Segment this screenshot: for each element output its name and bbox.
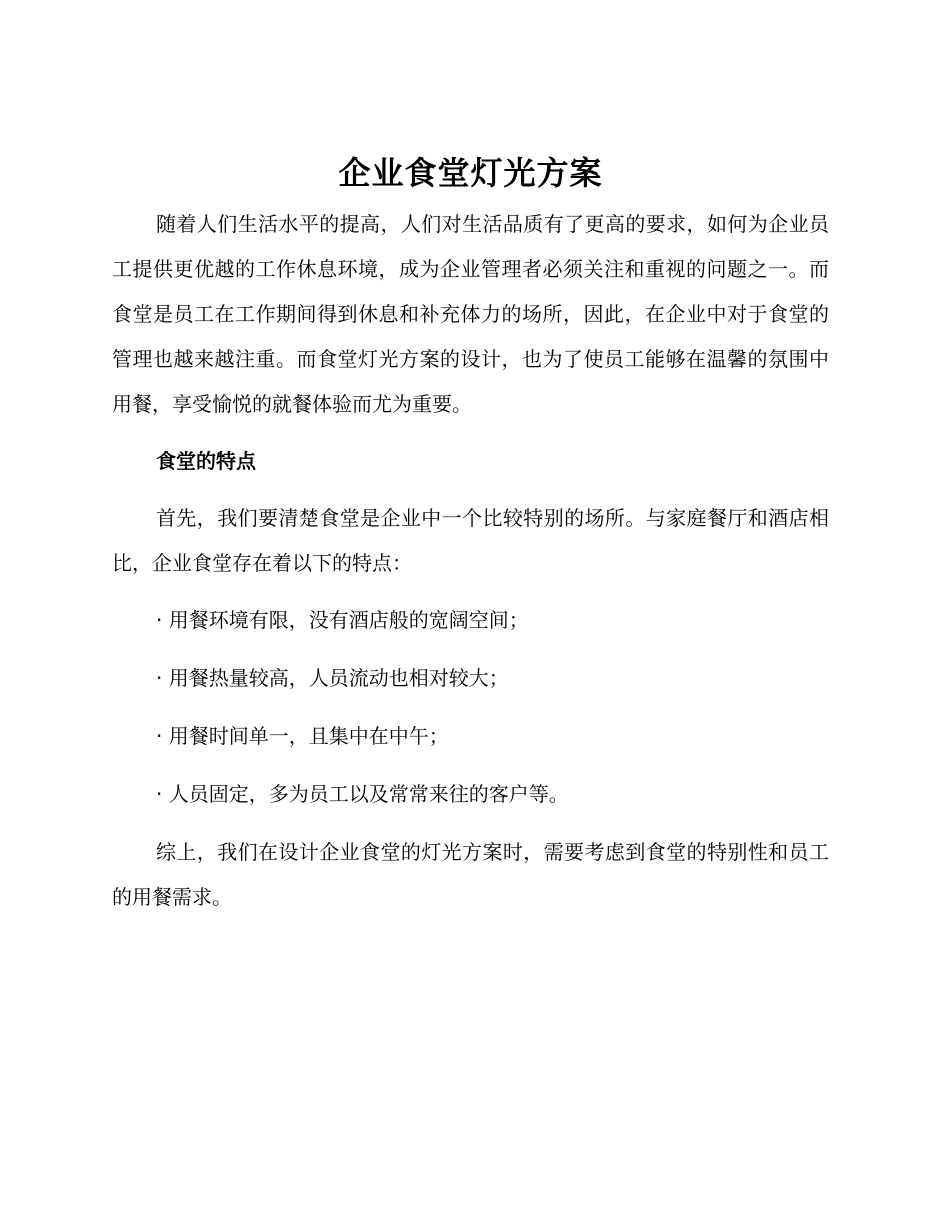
- section-paragraph: 首先，我们要清楚食堂是企业中一个比较特别的场所。与家庭餐厅和酒店相比，企业食堂存在着以下的特点：: [112, 506, 829, 575]
- document-title: 企业食堂灯光方案: [338, 154, 603, 192]
- bullet-item: · 用餐时间单一，且集中在中午；: [156, 724, 449, 748]
- section-heading: 食堂的特点: [156, 449, 256, 473]
- bullet-item: · 用餐环境有限，没有酒店般的宽阔空间；: [156, 608, 529, 632]
- intro-paragraph: 随着人们生活水平的提高，人们对生活品质有了更高的要求，如何为企业员工提供更优越的工作休息环境，成为企业管理者必须关注和重视的问题之一。而食堂是员工在工作期间得到休息和补充体力的场所，因此，在企业中对于食堂的管理也越来越注重。而食堂灯光方案的设计，也为了使员工能够在温馨的氛围中用餐，享受愉悦的就餐体验而尤为重要。: [112, 212, 829, 416]
- bullet-item: · 用餐热量较高，人员流动也相对较大；: [156, 666, 509, 690]
- bullet-item: · 人员固定，多为员工以及常常来往的客户等。: [156, 782, 569, 806]
- conclusion-paragraph: 综上，我们在设计企业食堂的灯光方案时，需要考虑到食堂的特别性和员工的用餐需求。: [112, 840, 829, 909]
- document-page: [112, 150, 829, 920]
